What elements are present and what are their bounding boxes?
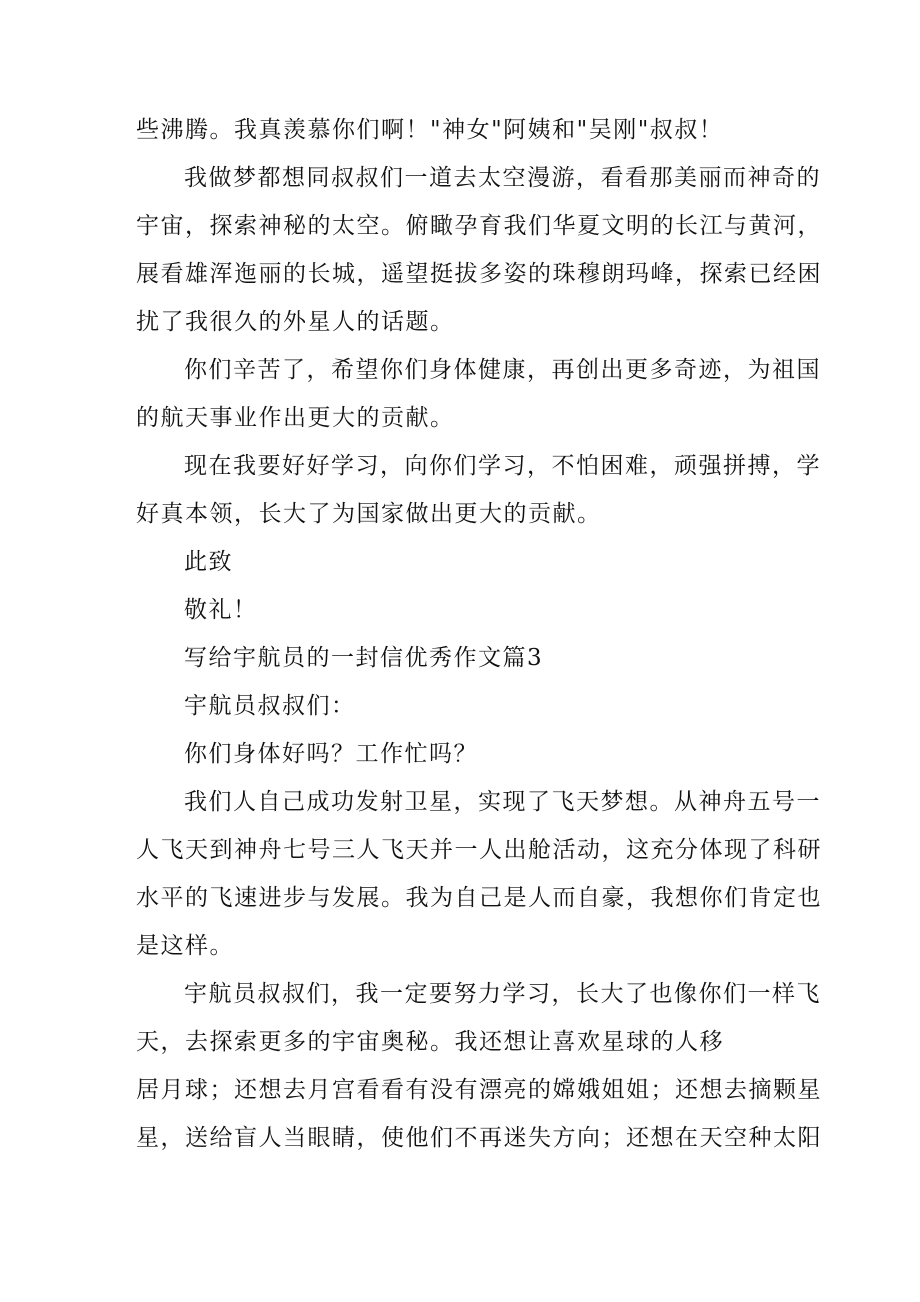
text-line: 展看雄浑迤丽的长城，遥望挺拔多姿的珠穆朗玛峰，探索已经困 [136,261,822,287]
document-body [136,106,822,1162]
text-line: 人飞天到神舟七号三人飞天并一人出舱活动，这充分体现了科研 [136,837,822,863]
text-line: 居月球；还想去月宫看看有没有漂亮的嫦娥姐姐；还想去摘颗星 [136,1077,822,1103]
text-line: 宇宙，探索神秘的太空。俯瞰孕育我们华夏文明的长江与黄河， [136,213,822,239]
closing-line: 敬礼！ [184,597,258,623]
text-line: 的航天事业作出更大的贡献。 [136,405,455,431]
text-line: 我们人自己成功发射卫星，实现了飞天梦想。从神舟五号一 [184,789,821,815]
text-line: 宇航员叔叔们，我一定要努力学习，长大了也像你们一样飞 [184,981,821,1007]
salutation-line: 宇航员叔叔们： [184,693,356,719]
text-line: 些沸腾。我真羡慕你们啊！"神女"阿姨和"吴刚"叔叔！ [136,117,724,143]
text-line: 你们身体好吗？工作忙吗？ [184,741,478,767]
text-line: 是这样。 [136,933,234,959]
text-line: 水平的飞速进步与发展。我为自己是人而自豪，我想你们肯定也 [136,885,822,911]
text-line: 现在我要好好学习，向你们学习，不怕困难，顽强拼搏，学 [184,453,821,479]
text-line: 你们辛苦了，希望你们身体健康，再创出更多奇迹，为祖国 [184,357,821,383]
text-line: 天，去探索更多的宇宙奥秘。我还想让喜欢星球的人移 [136,1029,724,1055]
text-line: 星，送给盲人当眼睛，使他们不再迷失方向；还想在天空种太阳 [136,1125,822,1151]
text-line: 我做梦都想同叔叔们一道去太空漫游，看看那美丽而神奇的 [184,165,821,191]
text-line: 好真本领，长大了为国家做出更大的贡献。 [136,501,602,527]
closing-line: 此致 [184,549,233,575]
section-heading: 写给宇航员的一封信优秀作文篇3 [184,645,544,671]
text-line: 扰了我很久的外星人的话题。 [136,309,455,335]
